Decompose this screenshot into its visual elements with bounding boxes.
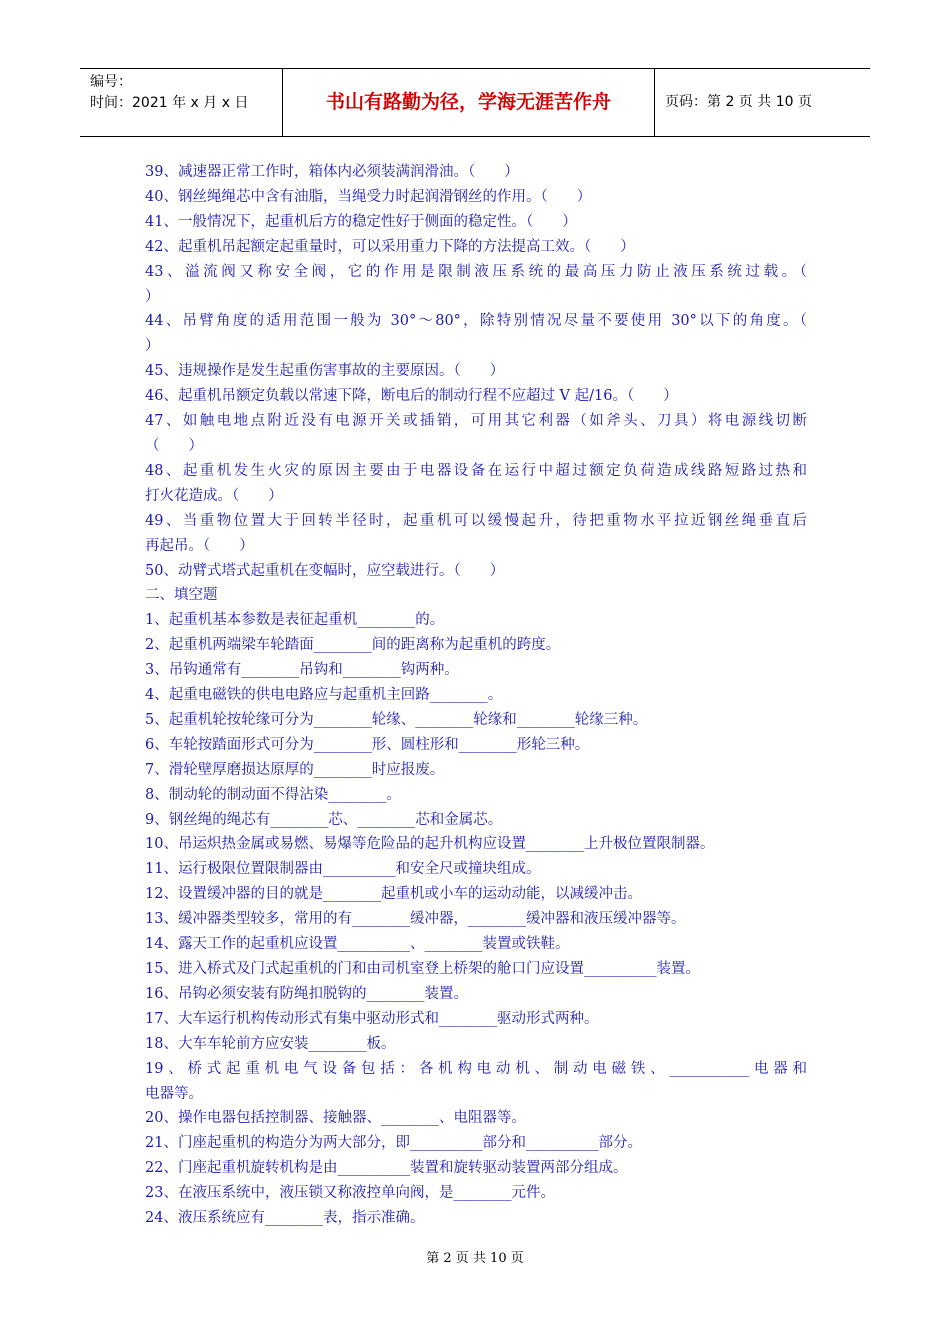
question-line: 1、起重机基本参数是表征起重机________的。	[145, 612, 445, 629]
page-header	[80, 68, 870, 137]
question-list	[145, 160, 807, 1231]
question-line: 48、起重机发生火灾的原因主要由于电器设备在运行中超过额定负荷造成线路短路过热和	[145, 462, 807, 479]
question-line: 47、如触电地点附近没有电源开关或插销，可用其它利器（如斧头、刀具）将电源线切断	[145, 413, 807, 430]
question-line: 41、一般情况下，起重机后方的稳定性好于侧面的稳定性。（ ）	[145, 213, 577, 230]
question-line: 43、溢流阀又称安全阀，它的作用是限制液压系统的最高压力防止液压系统过载。（	[145, 263, 807, 280]
question-line: 24、液压系统应有________表，指示准确。	[145, 1210, 425, 1227]
question-line: 电器等。	[145, 1085, 203, 1102]
question-line: 3、吊钩通常有________吊钩和________钩两种。	[145, 662, 459, 679]
question-line: 2、起重机两端梁车轮踏面________间的距离称为起重机的跨度。	[145, 637, 561, 654]
question-line: 11、运行极限位置限制器由__________和安全尺或撞块组成。	[145, 861, 541, 878]
question-line: 14、露天工作的起重机应设置__________、________装置或铁鞋。	[145, 936, 570, 953]
question-line: 13、缓冲器类型较多，常用的有________缓冲器，________缓冲器和液压缓冲器等。	[145, 911, 686, 928]
question-line: 10、吊运炽热金属或易燃、易爆等危险品的起升机构应设置________上升极位置限制器。	[145, 836, 715, 853]
document-date: 时间：2021 年 x 月 x 日	[90, 95, 249, 111]
section-heading: 二、填空题	[145, 587, 218, 604]
question-line: 17、大车运行机构传动形式有集中驱动形式和________驱动形式两种。	[145, 1010, 599, 1027]
question-line: 39、减速器正常工作时，箱体内必须装满润滑油。（ ）	[145, 164, 519, 180]
question-line: 打火花造成。（ ）	[145, 487, 283, 504]
question-line: 再起吊。（ ）	[145, 537, 254, 554]
question-line: 23、在液压系统中，液压锁又称液控单向阀，是________元件。	[145, 1185, 555, 1202]
question-line: 45、违规操作是发生起重伤害事故的主要原因。（ ）	[145, 363, 505, 380]
header-motto: 书山有路勤为径，学海无涯苦作舟	[283, 69, 655, 136]
question-line: 19、桥式起重机电气设备包括：各机构电动机、制动电磁铁、___________电器和	[145, 1060, 807, 1077]
question-line: （ ）	[145, 437, 203, 454]
question-line: ）	[145, 338, 160, 355]
page-footer: 第 2 页 共 10 页	[426, 1251, 524, 1266]
question-line: 5、起重机轮按轮缘可分为________轮缘、________轮缘和________轮缘三种。	[145, 711, 648, 728]
question-line: 20、操作电器包括控制器、接触器、________、电阻器等。	[145, 1110, 526, 1127]
question-line: 12、设置缓冲器的目的就是________起重机或小车的运动动能，以减缓冲击。	[145, 886, 642, 903]
question-line: 7、滑轮壁厚磨损达原厚的________时应报废。	[145, 761, 445, 778]
question-line: 40、钢丝绳绳芯中含有油脂，当绳受力时起润滑钢丝的作用。（ ）	[145, 188, 592, 205]
question-line: 42、起重机吊起额定起重量时，可以采用重力下降的方法提高工效。（ ）	[145, 238, 635, 255]
question-line: 18、大车车轮前方应安装________板。	[145, 1035, 396, 1052]
question-line: 49、当重物位置大于回转半径时，起重机可以缓慢起升，待把重物水平拉近钢丝绳垂直后	[145, 512, 807, 529]
question-line: 21、门座起重机的构造分为两大部分，即__________部分和__________部分。	[145, 1135, 642, 1152]
header-page-info: 页码：第 2 页 共 10 页	[665, 94, 812, 110]
question-line: 9、钢丝绳的绳芯有________芯、________芯和金属芯。	[145, 811, 503, 828]
question-line: 4、起重电磁铁的供电电路应与起重机主回路________。	[145, 687, 503, 704]
question-line: 50、动臂式塔式起重机在变幅时，应空载进行。（ ）	[145, 562, 505, 579]
header-meta	[80, 69, 283, 136]
question-line: 16、吊钩必须安装有防绳扣脱钩的________装置。	[145, 985, 468, 1002]
question-line: 22、门座起重机旋转机构是由__________装置和旋转驱动装置两部分组成。	[145, 1160, 628, 1177]
question-line: 44、吊臂角度的适用范围一般为 30°～80°，除特别情况尽量不要使用 30°以下的角度。（	[145, 313, 807, 330]
document-number-label: 编号：	[90, 74, 132, 90]
question-line: 46、起重机吊额定负载以常速下降，断电后的制动行程不应超过 V 起/16。（ ）	[145, 388, 678, 405]
question-line: 8、制动轮的制动面不得沾染________。	[145, 786, 401, 803]
question-line: ）	[145, 288, 160, 305]
question-line: 6、车轮按踏面形式可分为________形、圆柱形和________形轮三种。	[145, 736, 590, 753]
question-line: 15、进入桥式及门式起重机的门和由司机室登上桥架的舱口门应设置__________装置。	[145, 961, 700, 977]
